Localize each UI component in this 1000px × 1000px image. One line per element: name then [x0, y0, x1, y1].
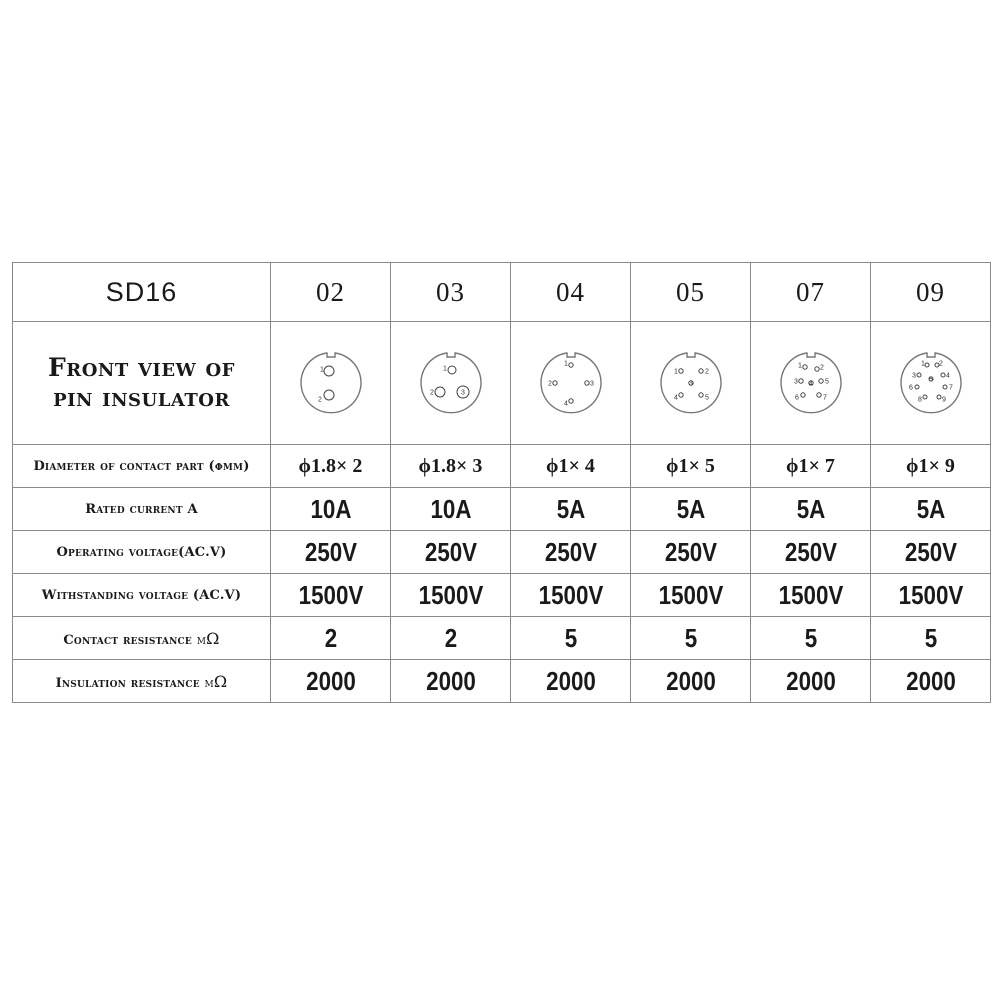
operating-voltage-value: 250V: [279, 531, 382, 574]
insulation-resistance-value: 2000: [759, 660, 862, 703]
pin-number: 5: [928, 376, 933, 384]
pin-layout-02: [291, 343, 371, 423]
insulation-resistance-row: [13, 660, 991, 703]
pin-layout-05: [651, 343, 731, 423]
operating-voltage-value: 250V: [519, 531, 622, 574]
pin-diagram-cell: [511, 322, 631, 445]
contact-resistance-value: 5: [879, 617, 982, 660]
operating-voltage-label: Operating voltage(AC.V): [13, 531, 271, 574]
insulation-resistance-value: 2000: [639, 660, 742, 703]
contact-resistance-value: 2: [399, 617, 502, 660]
pin-number: 6: [908, 384, 913, 392]
insulation-resistance-text: Insulation resistance: [55, 675, 200, 691]
code-05: 05: [631, 263, 751, 322]
contact-resistance-row: [13, 617, 991, 660]
pin-number: 7: [948, 384, 953, 392]
pin-number: 2: [938, 360, 943, 368]
diameter-value: ϕ1× 9: [871, 445, 991, 488]
insulator-body: [301, 353, 361, 413]
code-09: 09: [871, 263, 991, 322]
pin-diagram-cell: [631, 322, 751, 445]
rated-current-value: 10A: [399, 488, 502, 531]
model-name: SD16: [13, 263, 271, 322]
pin-number: 2: [429, 389, 434, 397]
rated-current-value: 5A: [759, 488, 862, 531]
pin-number: 2: [547, 380, 552, 388]
pin-number: 4: [673, 394, 678, 402]
pin-number: 7: [822, 394, 827, 402]
insulation-resistance-label: [13, 660, 271, 703]
pin-layout-09: [891, 343, 971, 423]
pin-number: 1: [442, 365, 447, 373]
pin-number: 1: [673, 368, 678, 376]
pin-number: 3: [460, 389, 465, 397]
pin-diagram-cell: [751, 322, 871, 445]
contact-resistance-value: 5: [519, 617, 622, 660]
rated-current-value: 5A: [639, 488, 742, 531]
withstanding-voltage-value: 1500V: [279, 574, 382, 617]
pin-diagram-cell: [391, 322, 511, 445]
contact-resistance-value: 5: [639, 617, 742, 660]
code-02: 02: [271, 263, 391, 322]
pin-number: 3: [911, 372, 916, 380]
header-row: [13, 263, 991, 322]
code-03: 03: [391, 263, 511, 322]
pin-number: 3: [589, 380, 594, 388]
operating-voltage-row: [13, 531, 991, 574]
front-view-label-line1: Front view of: [48, 353, 235, 382]
rated-current-label: Rated current A: [13, 488, 271, 531]
pin-number: 1: [319, 366, 324, 374]
diameter-value: ϕ1× 4: [511, 445, 631, 488]
pin-number: 4: [563, 400, 568, 408]
operating-voltage-value: 250V: [879, 531, 982, 574]
ohm-unit-icon: MΩ: [196, 628, 220, 648]
pin-number: 1: [920, 360, 925, 368]
withstanding-voltage-value: 1500V: [879, 574, 982, 617]
contact-resistance-label: [13, 617, 271, 660]
operating-voltage-value: 250V: [399, 531, 502, 574]
diameter-label: Diameter of contact part (φmm): [13, 445, 271, 488]
contact-resistance-text: Contact resistance: [63, 632, 192, 648]
insulation-resistance-value: 2000: [879, 660, 982, 703]
pin-number: 2: [704, 368, 709, 376]
spec-table: [12, 262, 991, 703]
contact-resistance-value: 5: [759, 617, 862, 660]
code-04: 04: [511, 263, 631, 322]
front-view-row: [13, 322, 991, 445]
pin-number: 6: [794, 394, 799, 402]
diameter-row: [13, 445, 991, 488]
pin-number: 5: [824, 378, 829, 386]
pin-diagram-cell: [871, 322, 991, 445]
operating-voltage-value: 250V: [759, 531, 862, 574]
code-07: 07: [751, 263, 871, 322]
pin-number: 2: [317, 396, 322, 404]
pin-number: 3: [793, 378, 798, 386]
pin-layout-03: [411, 343, 491, 423]
withstanding-voltage-label: Withstanding voltage (AC.V): [13, 574, 271, 617]
insulation-resistance-value: 2000: [279, 660, 382, 703]
ohm-unit-icon: MΩ: [204, 671, 228, 691]
pin-number: 2: [819, 364, 824, 372]
withstanding-voltage-value: 1500V: [759, 574, 862, 617]
front-view-label: [13, 322, 271, 445]
diameter-value: ϕ1.8× 3: [391, 445, 511, 488]
rated-current-row: [13, 488, 991, 531]
pin-number: 1: [797, 362, 802, 370]
diameter-value: ϕ1.8× 2: [271, 445, 391, 488]
insulation-resistance-value: 2000: [399, 660, 502, 703]
pin-number: 8: [917, 396, 922, 404]
rated-current-value: 10A: [279, 488, 382, 531]
front-view-label-line2: pin insulator: [53, 383, 230, 412]
pin-diagram-cell: [271, 322, 391, 445]
rated-current-value: 5A: [879, 488, 982, 531]
pin-number: 3: [688, 380, 693, 388]
diameter-value: ϕ1× 5: [631, 445, 751, 488]
pin-number: 9: [941, 396, 946, 404]
withstanding-voltage-value: 1500V: [639, 574, 742, 617]
rated-current-value: 5A: [519, 488, 622, 531]
contact-resistance-value: 2: [279, 617, 382, 660]
pin-number: 4: [945, 372, 950, 380]
pin-layout-04: [531, 343, 611, 423]
insulator-body: [421, 353, 481, 413]
pin-number: 5: [704, 394, 709, 402]
operating-voltage-value: 250V: [639, 531, 742, 574]
insulation-resistance-value: 2000: [519, 660, 622, 703]
pin-number: 4: [808, 380, 813, 388]
withstanding-voltage-value: 1500V: [399, 574, 502, 617]
pin-layout-07: [771, 343, 851, 423]
pin-number: 1: [563, 360, 568, 368]
withstanding-voltage-value: 1500V: [519, 574, 622, 617]
withstanding-voltage-row: [13, 574, 991, 617]
diameter-value: ϕ1× 7: [751, 445, 871, 488]
